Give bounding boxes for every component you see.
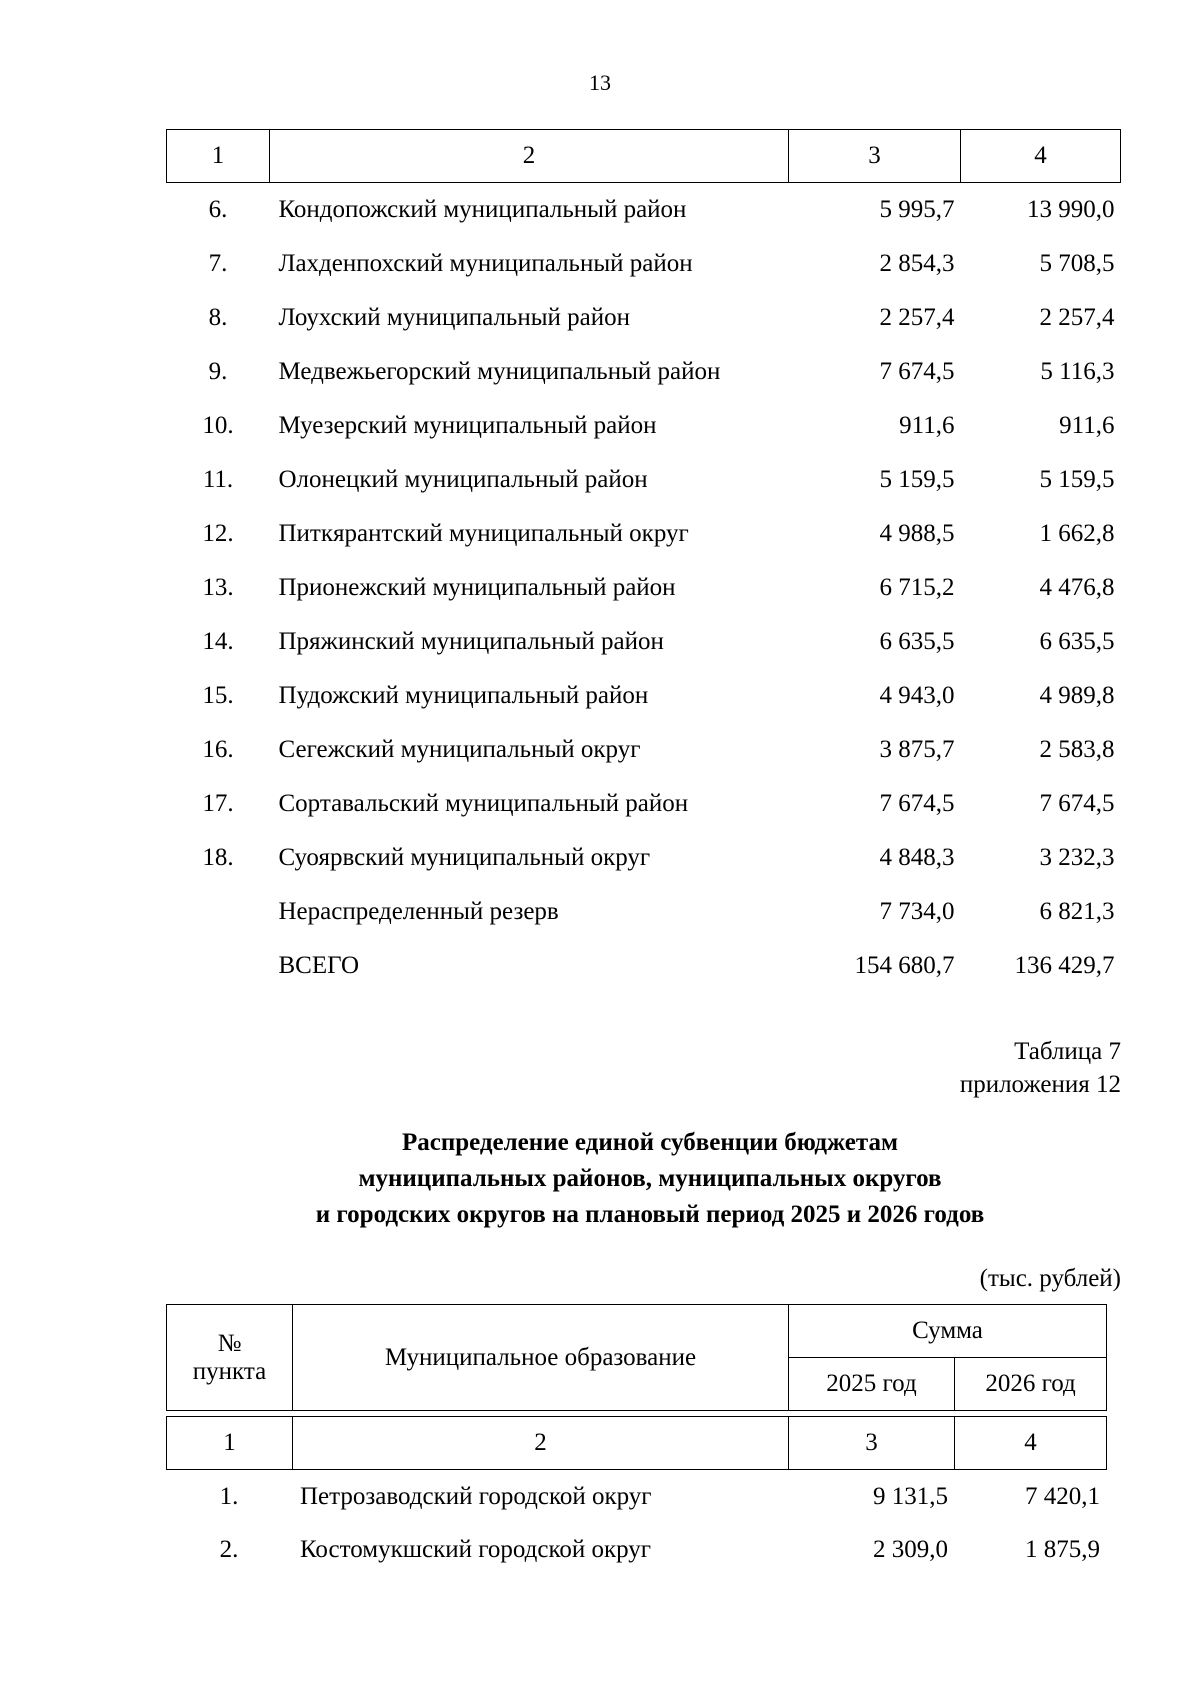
value-2026: 4 989,8 <box>1039 682 1115 709</box>
municipality-name: Пряжинский муниципальный район <box>278 628 664 655</box>
value-2026: 1 662,8 <box>1039 520 1115 547</box>
page-number: 13 <box>589 70 611 95</box>
table-row <box>166 1470 1106 1523</box>
units-label: (тыс. рублей) <box>979 1265 1121 1292</box>
row-number: 13. <box>202 574 234 601</box>
row-number: 10. <box>202 412 234 439</box>
value-2025: 4 988,5 <box>879 520 955 547</box>
column-number: 3 <box>789 1417 955 1470</box>
municipality-name: Сортавальский муниципальный район <box>278 790 689 817</box>
table-row <box>167 183 1121 238</box>
municipality-name: Пудожский муниципальный район <box>278 682 649 709</box>
column-number: 1 <box>167 1417 293 1470</box>
municipality-name: Суоярвский муниципальный округ <box>278 844 651 871</box>
value-2026: 5 708,5 <box>1039 250 1115 277</box>
value-2026: 4 476,8 <box>1039 574 1115 601</box>
row-number: 7. <box>208 250 228 277</box>
municipality-name: Лоухский муниципальный район <box>278 304 630 331</box>
value-2026: 6 821,3 <box>1039 898 1115 925</box>
value-2025: 2 854,3 <box>879 250 955 277</box>
table-row <box>167 345 1121 399</box>
value-2025: 7 674,5 <box>879 358 955 385</box>
municipality-name: Лахденпохский муниципальный район <box>278 250 693 277</box>
value-2026: 1 875,9 <box>1025 1535 1100 1563</box>
header-cell: 2 <box>270 130 789 183</box>
table-row <box>167 831 1121 885</box>
row-number <box>167 939 270 993</box>
header-cell: 3 <box>789 130 961 183</box>
header-sum: Сумма <box>789 1305 1107 1358</box>
value-2025: 6 635,5 <box>879 628 955 655</box>
header-number-sign: № <box>217 1329 242 1357</box>
row-number: 2. <box>219 1535 239 1563</box>
top-table-header <box>167 130 1121 183</box>
value-2026: 6 635,5 <box>1039 628 1115 655</box>
value-2026: 5 159,5 <box>1039 466 1115 493</box>
municipality-name: Сегежский муниципальный округ <box>278 736 641 763</box>
value-2026: 7 420,1 <box>1025 1482 1100 1510</box>
table-row <box>167 561 1121 615</box>
header-number-column <box>167 1305 293 1411</box>
value-2025: 4 943,0 <box>879 682 955 709</box>
value-2025: 911,6 <box>899 412 955 439</box>
value-2025: 2 309,0 <box>873 1535 948 1563</box>
value-2025: 6 715,2 <box>879 574 955 601</box>
table-row <box>167 615 1121 669</box>
table-caption-number: Таблица 7 <box>1014 1038 1121 1065</box>
row-number: 17. <box>202 790 234 817</box>
value-2026: 5 116,3 <box>1040 358 1115 385</box>
column-number: 4 <box>955 1417 1107 1470</box>
value-2025: 5 995,7 <box>879 196 955 223</box>
municipality-name: Нераспределенный резерв <box>278 898 559 925</box>
row-number: 15. <box>202 682 234 709</box>
header-year-2025: 2025 год <box>789 1358 955 1411</box>
top-table <box>166 129 1121 993</box>
value-2026: 136 429,7 <box>1014 952 1115 979</box>
table-row <box>166 1523 1106 1576</box>
row-number: 16. <box>202 736 234 763</box>
table-row <box>167 777 1121 831</box>
table-title-line-1: Распределение единой субвенции бюджетам <box>401 1129 899 1156</box>
column-numbers-row <box>167 1417 1107 1470</box>
table-row <box>167 399 1121 453</box>
municipality-name: Медвежьегорский муниципальный район <box>278 358 721 385</box>
row-number: 9. <box>208 358 228 385</box>
value-2026: 13 990,0 <box>1027 196 1115 223</box>
row-number <box>167 885 270 939</box>
row-number: 18. <box>202 844 234 871</box>
header-number-word: пункта <box>192 1357 267 1385</box>
column-number: 2 <box>293 1417 789 1470</box>
municipality-name: Прионежский муниципальный район <box>278 574 676 601</box>
value-2025: 7 674,5 <box>879 790 955 817</box>
table-title-line-2: муниципальных районов, муниципальных округов <box>358 1165 942 1192</box>
value-2025: 2 257,4 <box>879 304 955 331</box>
second-table-body <box>166 1470 1106 1576</box>
value-2025: 4 848,3 <box>879 844 955 871</box>
value-2026: 911,6 <box>1059 412 1115 439</box>
row-number: 11. <box>202 466 234 493</box>
value-2026: 2 257,4 <box>1039 304 1115 331</box>
value-2025: 9 131,5 <box>873 1482 948 1510</box>
table-row <box>167 669 1121 723</box>
table-row <box>167 453 1121 507</box>
value-2026: 3 232,3 <box>1039 844 1115 871</box>
header-municipality: Муниципальное образование <box>293 1305 789 1411</box>
value-2025: 3 875,7 <box>879 736 955 763</box>
table-row <box>167 237 1121 291</box>
municipality-name: Муезерский муниципальный район <box>278 412 657 439</box>
row-number: 12. <box>202 520 234 547</box>
row-number: 1. <box>219 1482 239 1510</box>
table-row <box>167 291 1121 345</box>
value-2026: 7 674,5 <box>1039 790 1115 817</box>
second-table-header <box>166 1304 1107 1470</box>
municipality-name: Костомукшский городской округ <box>300 1535 652 1563</box>
municipality-name: Олонецкий муниципальный район <box>278 466 648 493</box>
header-cell: 1 <box>167 130 270 183</box>
row-number: 8. <box>208 304 228 331</box>
table-row <box>167 939 1121 993</box>
municipality-name: Питкярантский муниципальный округ <box>278 520 689 547</box>
value-2025: 5 159,5 <box>879 466 955 493</box>
value-2026: 2 583,8 <box>1039 736 1115 763</box>
table-title-line-3: и городских округов на плановый период 2025 и 2026 годов <box>315 1201 985 1228</box>
table-row <box>167 507 1121 561</box>
municipality-name: Кондопожский муниципальный район <box>278 196 687 223</box>
municipality-name: ВСЕГО <box>278 952 360 979</box>
table-caption-appendix: приложения 12 <box>959 1071 1121 1098</box>
header-cell: 4 <box>961 130 1121 183</box>
value-2025: 154 680,7 <box>854 952 955 979</box>
value-2025: 7 734,0 <box>879 898 955 925</box>
header-year-2026: 2026 год <box>955 1358 1107 1411</box>
row-number: 6. <box>208 196 228 223</box>
municipality-name: Петрозаводский городской округ <box>300 1482 652 1510</box>
row-number: 14. <box>202 628 234 655</box>
table-row <box>167 723 1121 777</box>
table-row <box>167 885 1121 939</box>
